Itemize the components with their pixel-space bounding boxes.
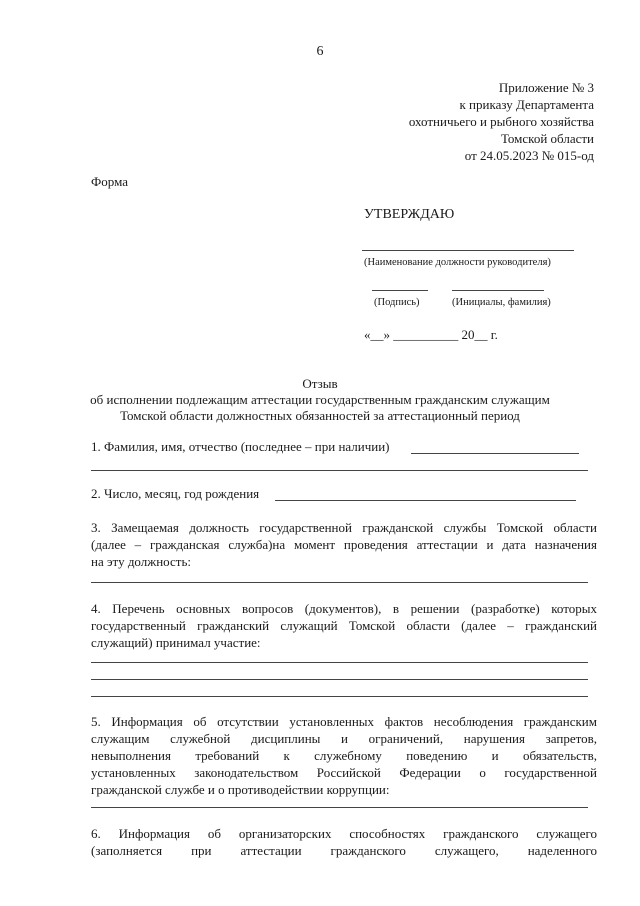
approve-title: УТВЕРЖДАЮ <box>364 207 455 222</box>
item-5-line-1: 5. Информация об отсутствии установленных фактов несоблюдения гражданским <box>91 714 597 729</box>
item-5-line-5: гражданской службе и о противодействии коррупции: <box>91 782 390 797</box>
item-6-line-1: 6. Информация об организаторских способностях гражданского служащего <box>91 826 597 841</box>
item-4-fill-line-3 <box>91 696 588 697</box>
initials-line <box>452 290 544 291</box>
item-2-fill-line <box>275 500 576 501</box>
appendix-line-1: Приложение № 3 <box>498 80 594 95</box>
item-4-line-3: служащий) принимал участие: <box>91 635 261 650</box>
page-number: 6 <box>316 44 324 59</box>
position-caption: (Наименование должности руководителя) <box>364 257 551 268</box>
appendix-line-2: к приказу Департамента <box>459 97 594 112</box>
item-5-line-2: служащим служебной дисциплины и ограничений, нарушения запретов, <box>91 731 597 746</box>
item-5-line-4: установленных законодательством Российской Федерации о государственной <box>91 765 597 780</box>
item-3-line-1: 3. Замещаемая должность государственной гражданской службы Томской области <box>91 520 597 535</box>
approve-date-line: «__» __________ 20__ г. <box>364 327 498 342</box>
item-1-fill-line-2 <box>91 470 588 471</box>
item-3-fill-line <box>91 582 588 583</box>
heading-line-3: Томской области должностных обязанностей за аттестационный период <box>120 408 520 423</box>
item-1-label: 1. Фамилия, имя, отчество (последнее – при наличии) <box>91 439 390 454</box>
appendix-line-3: охотничьего и рыбного хозяйства <box>408 114 594 129</box>
item-1-fill-line <box>411 453 579 454</box>
item-6-line-2: (заполняется при аттестации гражданского служащего, наделенного <box>91 843 597 858</box>
item-4-fill-line-2 <box>91 679 588 680</box>
signature-line <box>372 290 428 291</box>
appendix-line-4: Томской области <box>500 131 594 146</box>
position-line <box>362 250 574 251</box>
appendix-line-5: от 24.05.2023 № 015-од <box>464 148 594 163</box>
item-5-line-3: невыполнения требований к служебному поведению и обязательств, <box>91 748 597 763</box>
item-4-line-1: 4. Перечень основных вопросов (документов), в решении (разработке) которых <box>91 601 597 616</box>
heading-title: Отзыв <box>302 376 338 391</box>
item-5-fill-line <box>91 807 588 808</box>
item-2-label: 2. Число, месяц, год рождения <box>91 486 260 501</box>
form-label: Форма <box>91 174 128 189</box>
signature-caption: (Подпись) <box>374 297 420 308</box>
item-3-line-3: на эту должность: <box>91 554 192 569</box>
item-4-fill-line-1 <box>91 662 588 663</box>
item-3-line-2: (далее – гражданская служба)на момент проведения аттестации и дата назначения <box>91 537 597 552</box>
heading-line-2: об исполнении подлежащим аттестации государственным гражданским служащим <box>90 392 550 407</box>
initials-caption: (Инициалы, фамилия) <box>452 297 551 308</box>
item-4-line-2: государственный гражданский служащий Томской области (далее – гражданский <box>91 618 597 633</box>
